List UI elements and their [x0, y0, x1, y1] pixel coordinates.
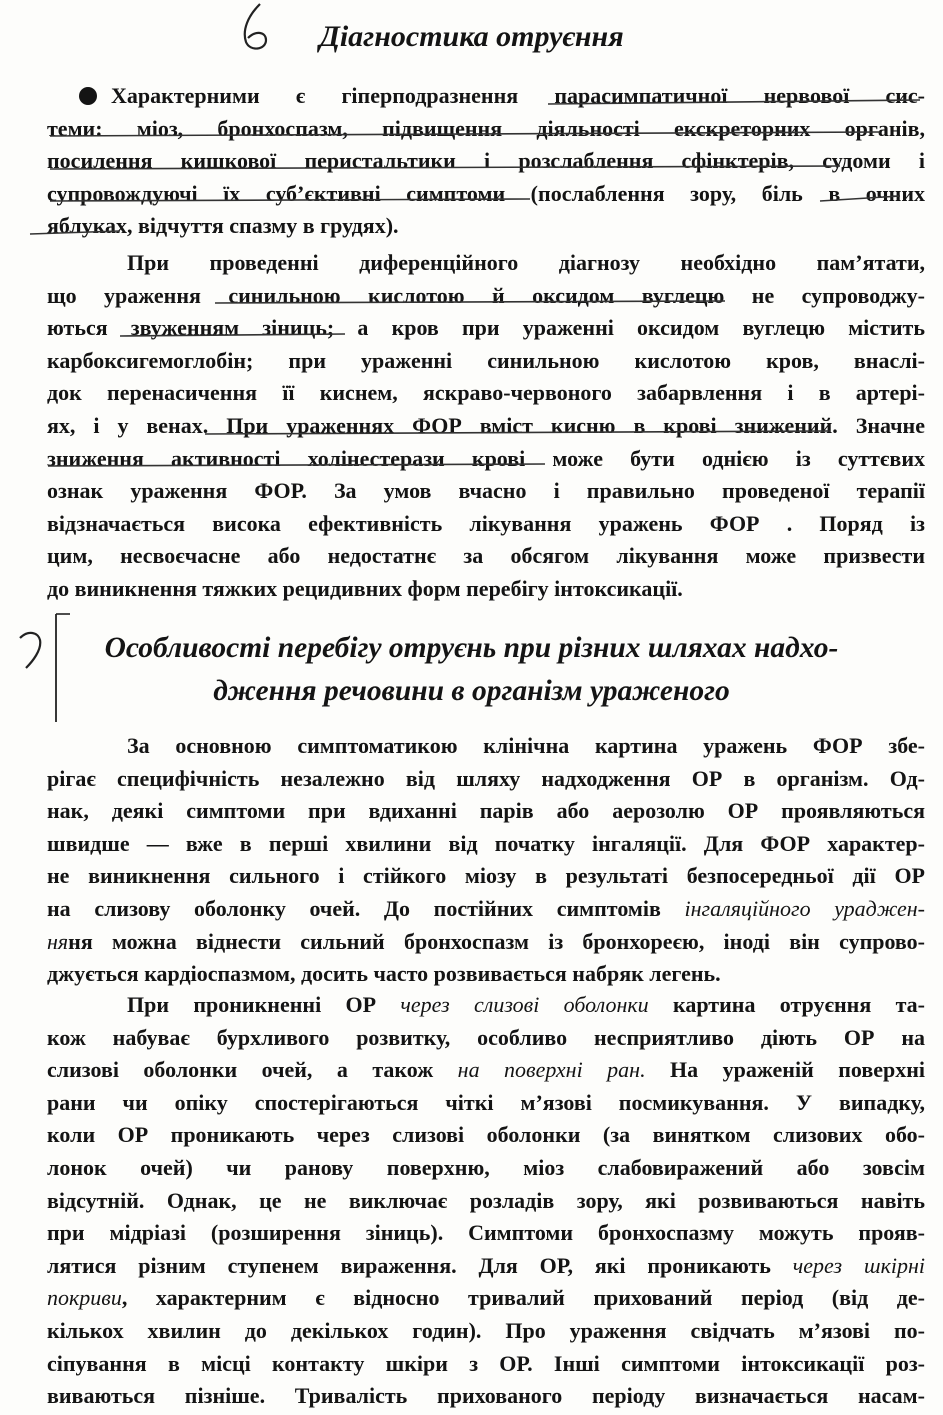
pen-underlines-para2: [0, 247, 943, 507]
para2-line-1: При проведенні диференційного діагнозу необхідно пам’ятати,: [127, 250, 925, 275]
para4-line-6: лонок очей) чи ранову поверхню, міоз слабовиражений або зовсім: [47, 1154, 925, 1180]
para4-line-8: при мідріазі (розширення зіниць). Симптоми бронхоспазму можуть прояв-: [47, 1220, 925, 1246]
para1-line-5: яблуках, відчуття спазму в грудях).: [47, 213, 399, 239]
italic-term-inhalation: інгаляційного ураджен-: [684, 895, 925, 921]
italic-term-wounds: на поверхні ран.: [457, 1057, 646, 1083]
section-heading-line-2: дження речовини в організм ураженого: [213, 675, 730, 707]
para2-line-5: док перенасичення її киснем, яскраво-червоного забарвлення і в артері-: [47, 380, 925, 406]
para1-line-1: Характерними є гіперподразнення парасимпатичної нервової сис-: [47, 80, 925, 113]
para1-line-3: посилення кишкової перистальтики і розслаблення сфінктерів, судоми і: [47, 148, 925, 174]
para3-line-8: джується кардіоспазмом, досить часто розвивається набряк легень.: [47, 961, 721, 987]
para4-line-1: При проникненні ОР через слизові оболонки картина отруєння та-: [127, 992, 925, 1017]
italic-term-mucous: через слизові оболонки: [400, 992, 649, 1017]
para3-line-6: на слизову оболонку очей. До постійних симптомів інгаляційного ураджен-: [47, 895, 925, 921]
italic-term-skin-b: покриви: [47, 1285, 122, 1311]
para4-line-4: рани чи опіку спостерігаються чіткі м’язові посмикування. У випадку,: [47, 1089, 925, 1115]
para2-line-9: відзначається висока ефективність лікування уражень ФОР . Поряд із: [47, 510, 925, 536]
para3-line-3: нак, деякі симптоми при вдиханні парів або аерозолю ОР проявляються: [47, 798, 925, 824]
para4-line-10: покриви, характерним є відносно тривалий прихований період (від де-: [47, 1285, 925, 1311]
para3-line-1: За основною симптоматикою клінічна картина уражень ФОР збе-: [127, 733, 925, 758]
paragraph-4: [47, 989, 925, 1413]
para4-line-11: кількох хвилин до декількох годин). Про ураження свідчать м’язові по-: [47, 1317, 925, 1343]
section-heading-line-1: Особливості перебігу отруєнь при різних шляхах надхо-: [104, 632, 839, 664]
para4-line-9: лятися різним ступенем вираження. Для ОР, які проникають через шкірні: [47, 1252, 926, 1278]
para4-line-13: виваються пізніше. Тривалість прихованого періоду визначається насам-: [47, 1383, 925, 1409]
italic-term-skin-a: через шкірні: [792, 1252, 926, 1278]
para2-line-10: цим, несвоєчасне або недостатнє за обсягом лікування може призвести: [47, 543, 925, 569]
para4-line-2: кож набуває бурхливого розвитку, особливо несприятливо діють ОР на: [47, 1024, 925, 1050]
para4-line-12: сіпування в місці контакту шкіри з ОР. Інші симптоми інтоксикації роз-: [47, 1350, 925, 1376]
para2-line-4: карбоксигемоглобін; при ураженні синильною кислотою кров, внаслі-: [47, 347, 925, 373]
para2-line-8: ознак ураження ФОР. За умов вчасно і правильно проведеної терапії: [47, 478, 925, 504]
para1-line-2: теми: міоз, бронхоспазм, підвищення діяльності екскреторних органів,: [47, 115, 925, 141]
para1-line-4: супровождуючі їх суб’єктивні симптоми (послаблення зору, біль в очних: [47, 180, 925, 206]
para2-line-3: ються звуженням зіниць; а кров при ураженні оксидом вуглецю містить: [47, 315, 925, 341]
para4-line-3: слизові оболонки очей, а також на поверхні ран. На ураженій поверхні: [47, 1057, 926, 1083]
para2-line-7: зниження активності холінестерази крові може бути однією із суттєвих: [47, 445, 925, 471]
paragraph-3: [47, 730, 925, 991]
para4-line-7: відсутній. Однак, це не виключає розладів зору, які розвиваються навіть: [47, 1187, 925, 1213]
para2-line-2: що ураження синильною кислотою й оксидом вуглецю не супроводжу-: [47, 282, 925, 308]
para2-line-6: ях, і у венах. При ураженнях ФОР вміст кисню в крові знижений. Значне: [47, 412, 925, 438]
main-heading: Діагностика отруєння: [319, 20, 624, 53]
para3-line-4: швидше — вже в перші хвилини від початку інгаляції. Для ФОР характер-: [47, 830, 925, 856]
para3-line-5: не виникнення сильного і стійкого міозу в результаті безпосередньої дії ОР: [47, 863, 925, 889]
para2-line-11: до виникнення тяжких рецидивних форм перебігу інтоксикації.: [47, 575, 683, 601]
para4-line-5: коли ОР проникають через слизові оболонки (за винятком слизових обо-: [47, 1122, 925, 1148]
para3-line-2: рігає специфічність незалежно від шляху надходження ОР в організм. Од-: [47, 765, 925, 791]
para3-line-7: няня можна віднести сильний бронхоспазм із бронхореєю, іноді він супрово-: [47, 928, 925, 954]
